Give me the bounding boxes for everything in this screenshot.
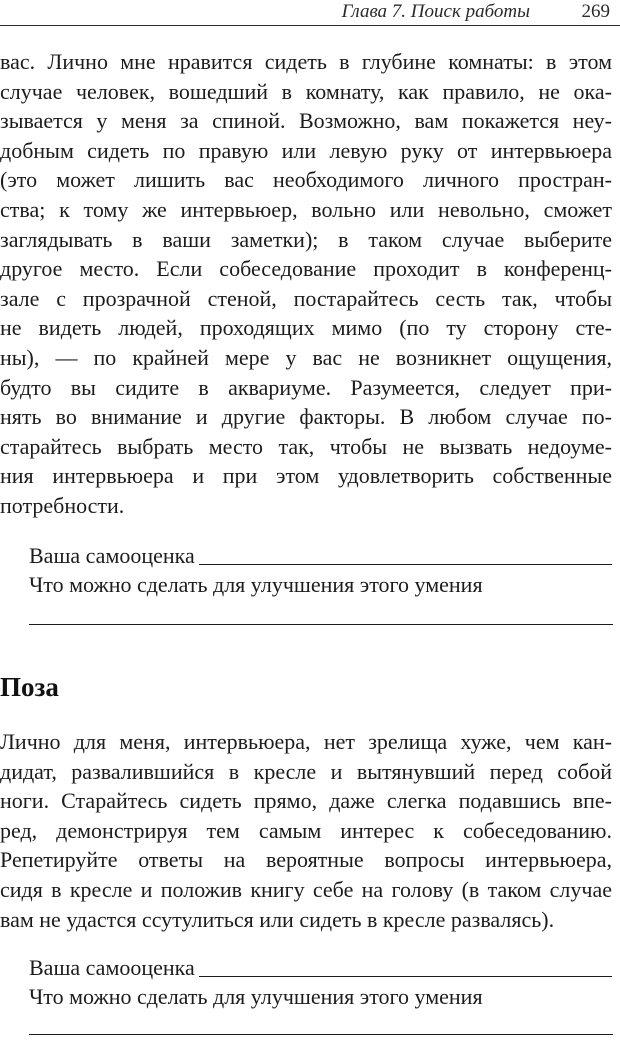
self-rating-row [29, 541, 612, 570]
text-line: (это может лишить вас необходимого личного простран- [0, 167, 612, 193]
text-line: ства; к тому же интервьюер, вольно или невольно, сможет [0, 196, 612, 222]
text-line: не видеть людей, проходящих мимо (по ту сторону сте- [0, 315, 612, 341]
page-number: 269 [581, 1, 610, 22]
self-rating-row [29, 953, 612, 982]
text-line: нять во внимание и другие факторы. В любом случае по- [0, 404, 612, 430]
body-paragraph-posture [0, 727, 612, 934]
improvement-label: Что можно сделать для улучшения этого умения [29, 984, 483, 1009]
text-line: сидя в кресле и положив книгу себе на голову (в таком случае [0, 876, 612, 902]
self-assessment-block [29, 541, 612, 599]
improvement-fill-line [29, 624, 613, 625]
self-assessment-block [29, 953, 612, 1011]
text-line: вам не удастся ссутулиться или сидеть в кресле развалясь). [0, 906, 555, 932]
text-line: ноги. Старайтесь сидеть прямо, даже слегка подавшись впе- [0, 788, 612, 814]
text-line: Лично для меня, интервьюера, нет зрелища хуже, чем кан- [0, 729, 612, 754]
improvement-label: Что можно сделать для улучшения этого умения [29, 572, 483, 597]
text-line: ния интервьюера и при этом удовлетворить собственные [0, 463, 612, 489]
text-line: потребности. [0, 492, 125, 518]
text-line: вас. Лично мне нравится сидеть в глубине комнаты: в этом [0, 49, 612, 74]
text-line: дидат, развалившийся в кресле и вытянувший перед собой [0, 758, 612, 784]
chapter-title: Глава 7. Поиск работы [341, 1, 530, 22]
self-rating-label: Ваша самооценка [29, 955, 195, 980]
self-rating-fill-line [199, 976, 612, 977]
text-line: случае человек, вошедший в комнату, как правило, не ока- [0, 78, 612, 104]
self-rating-label: Ваша самооценка [29, 543, 195, 568]
text-line: старайтесь выбрать место так, чтобы не вызвать недоуме- [0, 433, 612, 459]
text-line: будто вы сидите в аквариуме. Разумеется, следует при- [0, 374, 612, 400]
text-line: другое место. Если собеседование проходит в конференц- [0, 256, 612, 282]
text-line: Репетируйте ответы на вероятные вопросы интервьюера, [0, 847, 612, 873]
improvement-row [29, 982, 612, 1011]
self-rating-fill-line [199, 564, 612, 565]
text-line: ред, демонстрируя тем самым интерес к собеседованию. [0, 817, 612, 843]
running-head [0, 0, 620, 28]
text-line: заглядывать в ваши заметки); в таком случае выберите [0, 226, 612, 252]
improvement-row [29, 570, 612, 599]
text-line: зывается у меня за спиной. Возможно, вам покажется неу- [0, 108, 612, 134]
text-line: ны), — по крайней мере у вас не возникнет ощущения, [0, 344, 612, 370]
text-line: добным сидеть по правую или левую руку от интервьюера [0, 137, 612, 163]
text-line: зале с прозрачной стеной, постарайтесь сесть так, чтобы [0, 285, 612, 311]
body-paragraph-seating [0, 47, 612, 521]
header-rule [0, 25, 620, 26]
section-heading: Поза [0, 672, 59, 702]
improvement-fill-line [29, 1034, 613, 1035]
